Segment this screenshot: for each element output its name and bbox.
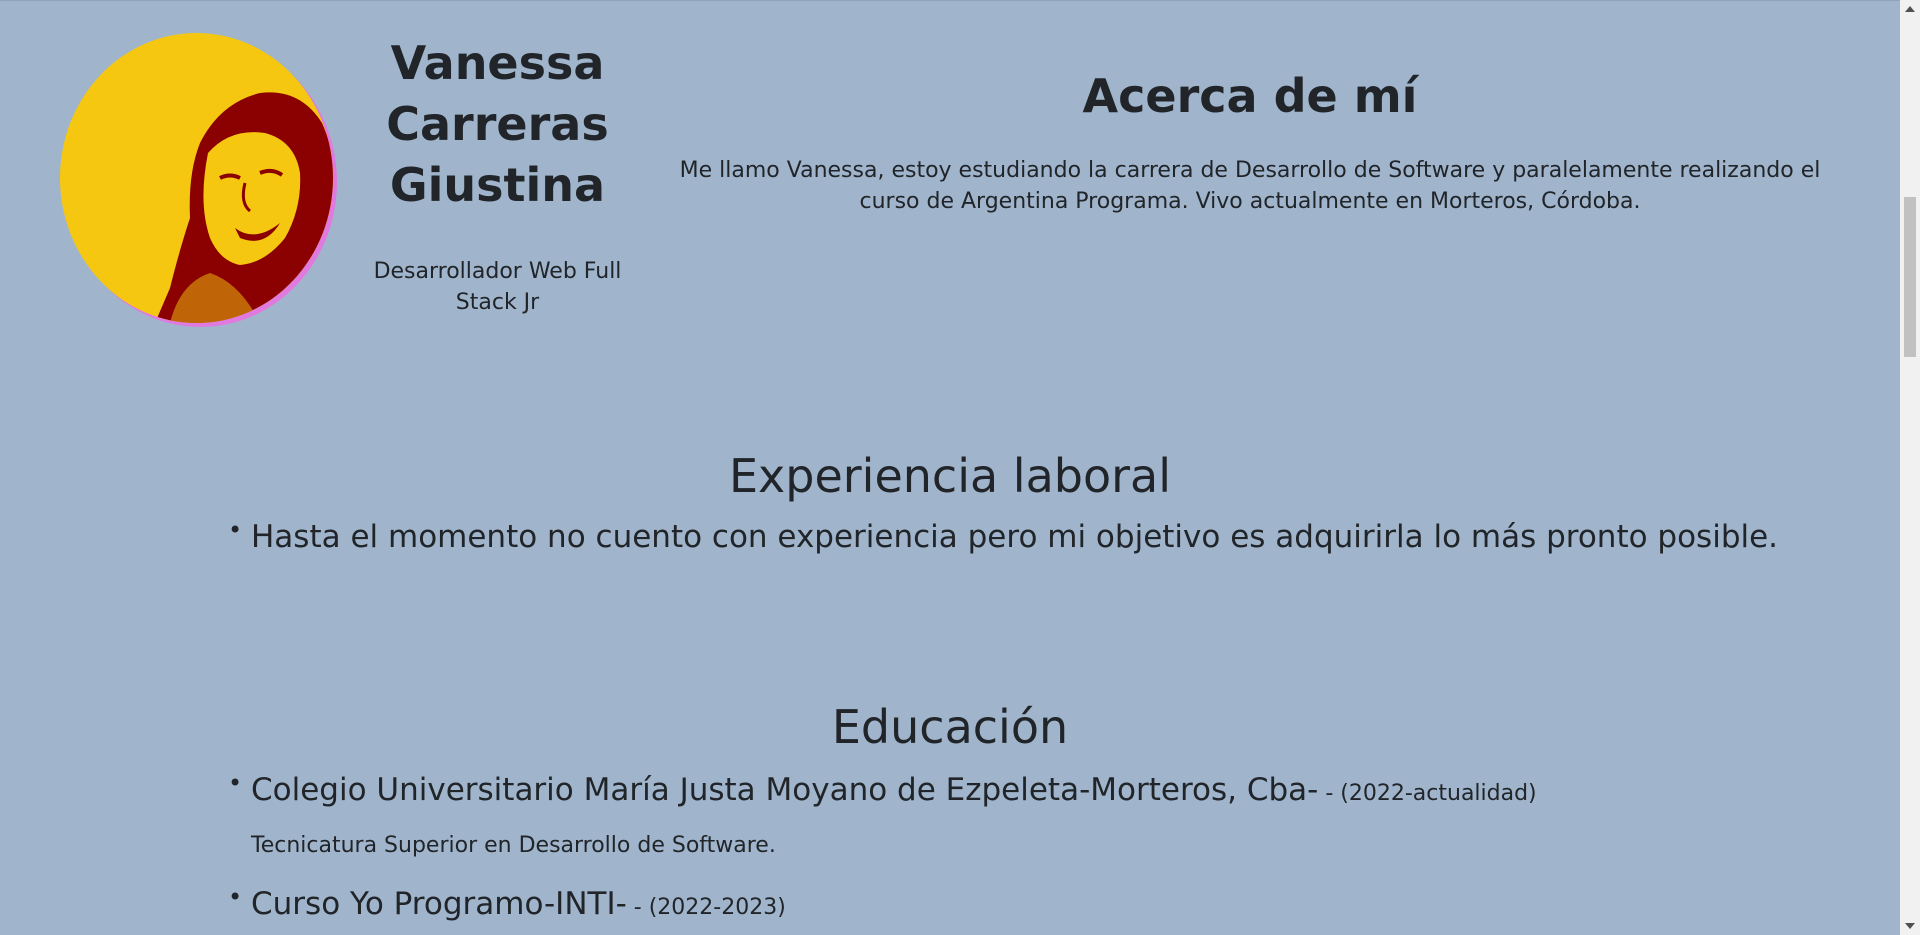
profile-photo [60,33,333,323]
experience-item-text: Hasta el momento no cuento con experiencia pero mi objetivo es adquirirla lo más pronto posible. [251,519,1779,555]
arrow-down-icon [1905,923,1915,929]
list-item [228,516,1868,558]
profile-name: Vanessa Carreras Giustina [386,36,609,212]
education-date: - (2022-actualidad) [1318,781,1537,806]
experience-title: Experiencia laboral [728,449,1171,503]
bullet-icon: • [228,516,243,544]
scroll-up-button[interactable] [1900,2,1920,16]
about-title: Acerca de mí [1082,69,1418,123]
profile-role: Desarrollador Web Full Stack Jr [373,259,622,315]
vertical-scrollbar[interactable] [1900,0,1920,935]
bullet-icon: • [228,769,243,797]
education-description: Tecnicatura Superior en Desarrollo de Software. [251,833,776,858]
profile-header [370,33,625,318]
scroll-down-button[interactable] [1900,919,1920,933]
education-institution: Colegio Universitario María Justa Moyano de Ezpeleta-Morteros, Cba- [251,772,1319,808]
bullet-icon: • [228,883,243,911]
education-title: Educación [831,700,1069,754]
list-item [228,883,1868,925]
list-item [228,769,1868,861]
education-list [228,769,1868,925]
scrollbar-thumb[interactable] [1904,197,1916,357]
education-institution: Curso Yo Programo-INTI- [251,886,627,922]
experience-list [228,516,1868,558]
about-text: Me llamo Vanessa, estoy estudiando la carrera de Desarrollo de Software y paralelamente realizando el curso de Argentina Programa. Vivo actualmente en Morteros, Córdoba. [679,158,1821,214]
about-section [660,59,1840,217]
education-date: - (2022-2023) [626,895,786,920]
arrow-up-icon [1905,6,1915,12]
